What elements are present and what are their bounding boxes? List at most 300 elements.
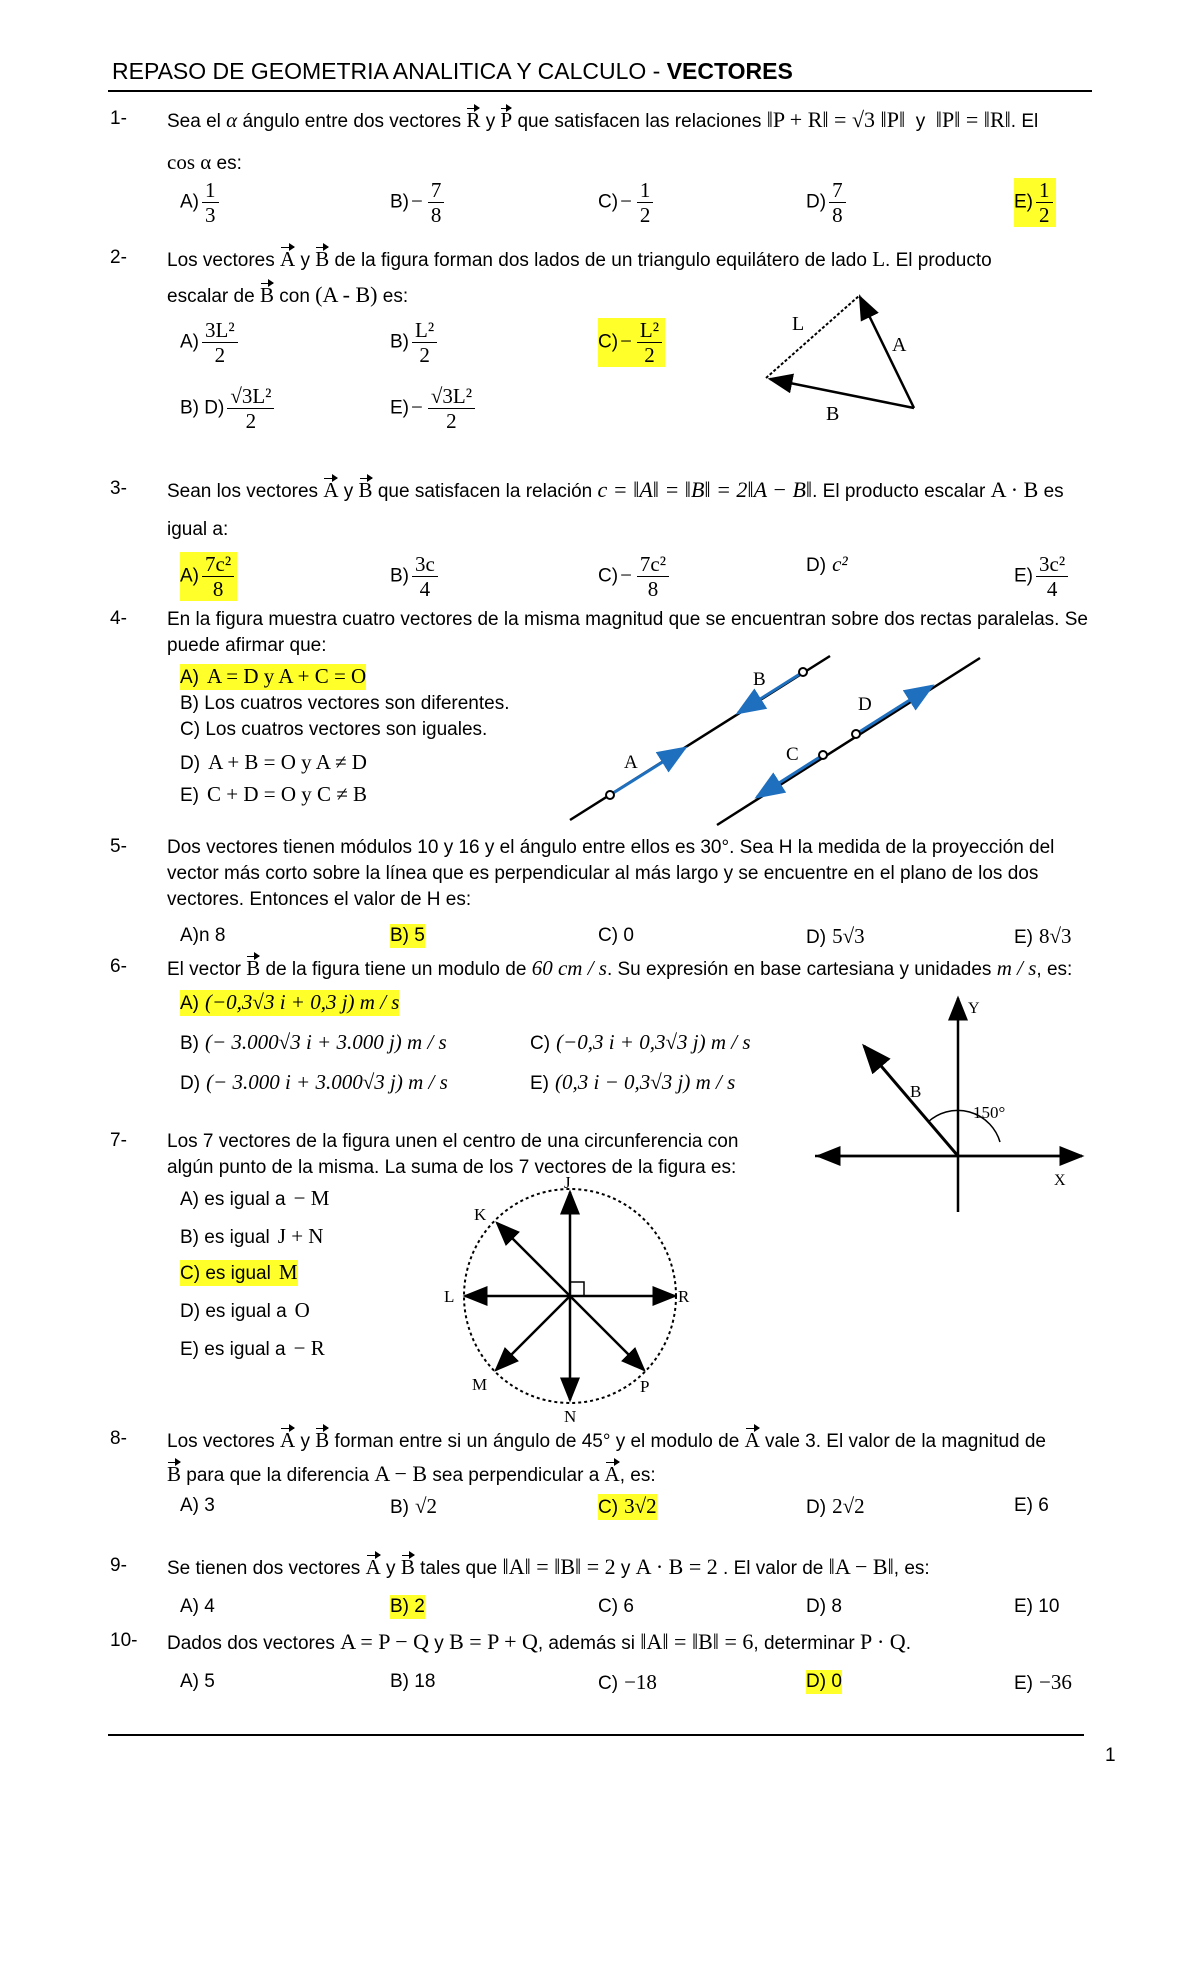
q2-option-denominator: 2 — [644, 343, 655, 367]
q4-point — [799, 668, 807, 676]
q8-vector-b: B — [315, 1428, 330, 1452]
q6-number: 6- — [110, 956, 127, 977]
q2-option-label: A) — [180, 331, 199, 353]
q7-fig-label-n: N — [564, 1407, 577, 1426]
q8-vector-b: B — [167, 1462, 182, 1486]
q2-expression: (A - B) — [315, 282, 378, 307]
q5-number: 5- — [110, 836, 127, 857]
q9-relation-3: ‖A − B‖ — [828, 1554, 894, 1579]
title-bold: VECTORES — [666, 58, 793, 84]
q7-fig-label-m: M — [472, 1375, 488, 1394]
q10-option[interactable] — [1014, 1670, 1072, 1696]
q2-text: . El producto — [885, 250, 992, 271]
q2-option[interactable] — [180, 318, 241, 367]
q7-right-angle — [570, 1282, 584, 1296]
q10-option-label: A) 5 — [180, 1671, 215, 1692]
q3-vector-a: A — [323, 478, 339, 502]
q4-option-expr: C + D = O y C ≠ B — [207, 782, 368, 806]
q9-option[interactable] — [598, 1595, 634, 1619]
q6-vector-b-arrow — [864, 1046, 958, 1156]
q8-text: para que la diferencia — [186, 1465, 370, 1486]
q4-option[interactable] — [180, 718, 487, 742]
q8-vector-a: A — [604, 1462, 620, 1486]
q1-line2 — [167, 150, 242, 176]
q1-option[interactable] — [180, 178, 222, 227]
q2-option-numerator: √3L² — [428, 384, 475, 409]
q1-option-fraction — [1036, 178, 1053, 227]
q2-option-fraction — [412, 318, 437, 367]
q3-option-label: B) — [390, 565, 409, 587]
title-plain: REPASO DE GEOMETRIA ANALITICA Y CALCULO - — [112, 58, 667, 84]
q7-option-expr: M — [278, 1260, 298, 1284]
q7-fig-label-l: L — [444, 1287, 455, 1306]
q2-option-sign: − — [411, 394, 423, 419]
footer-rule — [108, 1734, 1084, 1736]
q2-option-fraction — [227, 384, 274, 433]
q5-option-label: D) — [806, 927, 827, 948]
q4-option[interactable] — [180, 664, 366, 690]
q7-line1: Los 7 vectores de la figura unen el centro de una circunferencia con — [167, 1131, 739, 1152]
q3-line2: igual a: — [167, 519, 229, 540]
q9-relation-1: ‖A‖ = ‖B‖ = 2 — [502, 1554, 616, 1579]
q1-option-sign: − — [411, 188, 423, 213]
q8-number: 8- — [110, 1428, 127, 1449]
q1-option-denominator: 3 — [205, 203, 216, 227]
q9-vector-a: A — [365, 1555, 381, 1579]
q3-option-label: D) — [806, 555, 827, 576]
q1-relation-1: ‖P + R‖ = √3 ‖P‖ — [766, 107, 906, 132]
q4-point — [852, 730, 860, 738]
q1-option-numerator: 7 — [829, 178, 846, 203]
q10-relation-3: ‖A‖ = ‖B‖ = 6 — [640, 1629, 754, 1654]
q2-triangle-figure — [760, 285, 960, 435]
q8-option-label: B) — [390, 1497, 409, 1518]
q1-option[interactable] — [598, 178, 656, 227]
q3-number: 3- — [110, 478, 127, 499]
q8-option-expr: 2√2 — [832, 1494, 865, 1518]
q6-option-label: C) — [530, 1033, 551, 1054]
q7-fig-label-j: J — [564, 1173, 571, 1192]
page-title — [112, 58, 793, 85]
header-rule — [108, 90, 1092, 92]
q1-option-numerator: 1 — [1036, 178, 1053, 203]
q2-option-denominator: 2 — [245, 409, 257, 433]
q2-vector-b-arrow — [770, 379, 914, 408]
q5-line3: vectores. Entonces el valor de H es: — [167, 889, 472, 910]
q7-option-expr: − M — [293, 1186, 330, 1210]
q1-option[interactable] — [1014, 178, 1056, 227]
q4-option-expr: A = D y A + C = O — [207, 664, 367, 688]
q5-option[interactable] — [598, 924, 634, 948]
q3-option-fraction — [637, 552, 669, 601]
q9-option-label: E) 10 — [1014, 1596, 1060, 1617]
q1-alpha: α — [226, 108, 238, 132]
q1-relation-2: ‖P‖ = ‖R‖ — [935, 107, 1011, 132]
q6-option-expr: (− 3.000 i + 3.000√3 j) m / s — [206, 1070, 448, 1094]
q5-option-label: A)n 8 — [180, 925, 226, 946]
q8-text: , es: — [619, 1465, 656, 1486]
q6-option-label: B) — [180, 1033, 199, 1054]
q2-option[interactable] — [180, 384, 277, 433]
q1-option-label: A) — [180, 191, 199, 213]
q2-line1 — [167, 247, 992, 273]
q10-number: 10- — [110, 1630, 138, 1651]
q1-option-numerator: 7 — [428, 178, 445, 203]
q6-option-expr: (− 3.000√3 i + 3.000 j) m / s — [205, 1030, 447, 1054]
q5-line2: vector más corto sobre la línea que es perpendicular al más largo y se encuentre en el plano de los dos — [167, 863, 1039, 884]
q1-option[interactable] — [806, 178, 849, 227]
q7-option-expr: O — [294, 1298, 310, 1322]
q2-fig-label-l: L — [792, 313, 805, 335]
q3-option-label: C) — [598, 565, 619, 587]
q3-line1 — [167, 478, 1064, 504]
q6-option[interactable] — [530, 1070, 735, 1096]
q10-option-label: B) 18 — [390, 1671, 436, 1692]
q2-option-label: E) — [390, 397, 409, 419]
q7-option-label: B) es igual — [180, 1227, 270, 1248]
page-number: 1 — [1105, 1745, 1116, 1766]
q1-option-label: B) — [390, 191, 409, 213]
q7-option[interactable] — [180, 1260, 298, 1286]
q8-option[interactable] — [806, 1494, 865, 1520]
q7-option-label: C) es igual — [180, 1263, 271, 1284]
q1-option-sign: − — [620, 188, 632, 213]
q2-text: escalar de — [167, 286, 255, 307]
q2-text: de la figura forman dos lados de un triangulo equilátero de lado — [334, 250, 867, 271]
q7-number: 7- — [110, 1130, 127, 1151]
q4-point — [606, 791, 614, 799]
q8-option[interactable] — [180, 1494, 215, 1518]
q8-option[interactable] — [1014, 1494, 1049, 1518]
q2-fig-label-a: A — [892, 334, 907, 356]
q1-option-fraction — [202, 178, 219, 227]
q1-text: es: — [216, 153, 242, 174]
q3-option-denominator: 8 — [212, 577, 224, 601]
q1-cos: cos α — [167, 150, 212, 174]
q4-parallel-figure — [560, 650, 1000, 830]
q5-option[interactable] — [180, 924, 225, 948]
q9-vector-b: B — [400, 1555, 415, 1579]
q1-text: Sea el — [167, 111, 221, 132]
q10-option-expr: −36 — [1039, 1670, 1072, 1694]
q2-option[interactable] — [390, 384, 478, 433]
q7-option-label: E) es igual a — [180, 1339, 286, 1360]
q6-fig-label-y: Y — [968, 1000, 980, 1017]
q10-text: . — [905, 1633, 911, 1654]
q6-vector-b: B — [246, 956, 261, 980]
q2-side-l-line — [766, 295, 860, 378]
q9-text: y — [620, 1558, 631, 1579]
q3-option-label: A) — [180, 565, 199, 587]
q2-number: 2- — [110, 247, 127, 268]
q3-text: y — [343, 481, 354, 502]
q8-option[interactable] — [390, 1494, 437, 1520]
q3-relation: c = ‖A‖ = ‖B‖ = 2‖A − B‖ — [597, 477, 813, 502]
q8-text: forman entre si un ángulo de 45° y el modulo de — [334, 1431, 740, 1452]
q1-option-denominator: 8 — [430, 203, 442, 227]
q2-vector-b: B — [259, 283, 274, 307]
q2-option-label: B) D) — [180, 397, 225, 419]
q3-text: es — [1043, 481, 1064, 502]
q1-option-denominator: 8 — [832, 203, 843, 227]
q10-text: y — [434, 1633, 444, 1654]
q3-option-numerator: 7c² — [637, 552, 669, 577]
q4-point — [819, 751, 827, 759]
q6-option[interactable] — [180, 990, 399, 1016]
q8-line2 — [167, 1462, 656, 1488]
q1-option[interactable] — [390, 178, 447, 227]
q10-relation-2: B = P + Q — [449, 1629, 538, 1654]
q2-side-l: L — [872, 247, 886, 271]
q3-text: que satisfacen la relación — [377, 481, 593, 502]
q1-line1 — [167, 108, 1038, 134]
q2-option-sign: − — [620, 328, 632, 353]
q8-line1 — [167, 1428, 1046, 1454]
q4-fig-label-b: B — [753, 669, 766, 690]
q6-fig-label-x: X — [1054, 1172, 1066, 1189]
q10-option[interactable] — [598, 1670, 657, 1696]
q1-option-denominator: 2 — [639, 203, 651, 227]
q3-option-numerator: 7c² — [202, 552, 234, 577]
q4-option[interactable] — [180, 782, 367, 808]
q6-option-expr: (−0,3√3 i + 0,3 j) m / s — [205, 990, 400, 1014]
q5-option-label: C) 0 — [598, 925, 634, 946]
q7-vector-p — [570, 1296, 644, 1370]
q3-option[interactable] — [598, 552, 672, 601]
q5-option[interactable] — [1014, 924, 1072, 950]
q9-option-label: C) 6 — [598, 1596, 634, 1617]
q6-fig-label-b: B — [910, 1082, 922, 1101]
q3-option[interactable] — [390, 552, 441, 601]
q4-fig-label-c: C — [786, 744, 799, 765]
q9-text: y — [386, 1558, 396, 1579]
q3-text: . El producto escalar — [812, 481, 986, 502]
q3-option-fraction — [202, 552, 234, 601]
q5-option[interactable] — [806, 924, 865, 950]
q5-option-expr: 5√3 — [832, 924, 865, 948]
q5-option-label: E) — [1014, 927, 1033, 948]
q3-option-denominator: 8 — [647, 577, 659, 601]
q4-option-label: A) — [180, 667, 199, 688]
q6-text: de la figura tiene un modulo de — [265, 959, 527, 980]
q6-option-label: A) — [180, 993, 199, 1014]
q2-option-denominator: 2 — [446, 409, 457, 433]
q4-line2: puede afirmar que: — [167, 635, 327, 656]
q3-option[interactable] — [1014, 552, 1071, 601]
q6-option[interactable] — [530, 1030, 751, 1056]
q5-line1: Dos vectores tienen módulos 10 y 16 y el ángulo entre ellos es 30°. Sea H la medida de la proyección del — [167, 837, 1055, 858]
q6-option[interactable] — [180, 1030, 447, 1056]
q4-vector-b-arrow — [738, 672, 803, 713]
q2-option-numerator: L² — [412, 318, 437, 343]
q1-text: ángulo entre dos vectores — [242, 111, 462, 132]
q10-text: Dados dos vectores — [167, 1633, 335, 1654]
q3-option-fraction — [1036, 552, 1068, 601]
q2-line2 — [167, 283, 408, 309]
q7-option[interactable] — [180, 1224, 323, 1250]
q10-text: , además si — [537, 1633, 636, 1654]
q10-option[interactable] — [180, 1670, 215, 1694]
q3-option[interactable] — [806, 552, 848, 578]
q7-option[interactable] — [180, 1186, 329, 1212]
q6-modulus: 60 cm / s — [531, 956, 607, 980]
q8-vector-a: A — [280, 1428, 296, 1452]
q8-option-expr: 3√2 — [624, 1494, 657, 1518]
q1-vector-r: R — [466, 108, 481, 132]
q4-fig-label-a: A — [624, 752, 638, 773]
q5-option-expr: 8√3 — [1039, 924, 1072, 948]
q8-option-label: E) 6 — [1014, 1495, 1049, 1516]
q8-text: y — [300, 1431, 310, 1452]
q3-option-sign: − — [620, 562, 632, 587]
q2-option-fraction — [428, 384, 475, 433]
q6-axes-figure — [810, 990, 1090, 1210]
q6-fig-angle-label: 150° — [973, 1103, 1006, 1122]
q1-text: y — [485, 111, 496, 132]
q2-option-denominator: 2 — [419, 343, 430, 367]
q1-option-fraction — [829, 178, 846, 227]
q8-option-label: A) 3 — [180, 1495, 215, 1516]
q1-option-fraction — [637, 178, 654, 227]
q10-option-label: D) 0 — [806, 1671, 842, 1692]
q10-option[interactable] — [806, 1670, 842, 1694]
q4-option[interactable] — [180, 692, 510, 716]
q7-line2: algún punto de la misma. La suma de los 7 vectores de la figura es: — [167, 1157, 737, 1178]
q9-option[interactable] — [1014, 1595, 1059, 1619]
q1-option-label: C) — [598, 191, 619, 213]
q2-vector-b: B — [315, 247, 330, 271]
q1-text: y — [915, 111, 926, 132]
q6-units: m / s — [996, 956, 1037, 980]
q2-option-numerator: √3L² — [227, 384, 274, 409]
q8-text: sea perpendicular a — [432, 1465, 600, 1486]
q4-fig-label-d: D — [858, 694, 872, 715]
q10-text: , determinar — [753, 1633, 855, 1654]
q9-text: . El valor de — [723, 1558, 824, 1579]
q3-option-denominator: 4 — [419, 577, 431, 601]
q4-line1: En la figura muestra cuatro vectores de la misma magnitud que se encuentran sobre dos rectas paralelas. Se — [167, 609, 1088, 630]
q4-option-label: C) Los cuatros vectores son iguales. — [180, 719, 488, 740]
q9-line1 — [167, 1555, 930, 1581]
q9-text: , es: — [893, 1558, 930, 1579]
q2-text: Los vectores — [167, 250, 275, 271]
q3-text: Sean los vectores — [167, 481, 319, 502]
q2-option[interactable] — [390, 318, 440, 367]
q2-option-fraction — [202, 318, 238, 367]
q6-text: . Su expresión en base cartesiana y unidades — [606, 959, 992, 980]
q8-option[interactable] — [598, 1494, 657, 1520]
q3-option-value: c² — [832, 552, 848, 576]
q1-text: . El — [1010, 111, 1039, 132]
q6-option-expr: (−0,3 i + 0,3√3 j) m / s — [556, 1030, 751, 1054]
q3-option-fraction — [412, 552, 438, 601]
q9-number: 9- — [110, 1555, 127, 1576]
q10-option-expr: −18 — [624, 1670, 657, 1694]
q5-option[interactable] — [390, 924, 425, 948]
q6-text: , es: — [1036, 959, 1073, 980]
q10-option[interactable] — [390, 1670, 435, 1694]
q3-vector-b: B — [358, 478, 373, 502]
q2-option[interactable] — [598, 318, 665, 367]
q6-option-label: E) — [530, 1073, 549, 1094]
q6-line1 — [167, 956, 1072, 982]
q1-number: 1- — [110, 108, 127, 129]
q2-option-denominator: 2 — [214, 343, 226, 367]
q4-vector-a-arrow — [610, 748, 685, 795]
q7-fig-label-r: R — [678, 1287, 690, 1306]
q7-fig-label-k: K — [474, 1205, 487, 1224]
q2-vector-a: A — [280, 247, 296, 271]
q4-number: 4- — [110, 608, 127, 629]
q5-option-label: B) 5 — [390, 925, 425, 946]
q7-option[interactable] — [180, 1298, 310, 1324]
q2-text: y — [300, 250, 310, 271]
q6-option[interactable] — [180, 1070, 448, 1096]
q7-option[interactable] — [180, 1336, 325, 1362]
q3-option-numerator: 3c² — [1036, 552, 1068, 577]
q4-option-label: E) — [180, 785, 199, 806]
q2-option-label: B) — [390, 331, 409, 353]
q9-relation-2: A · B = 2 — [635, 1554, 718, 1579]
q8-option-label: D) — [806, 1497, 827, 1518]
q10-option-label: E) — [1014, 1673, 1033, 1694]
q4-option-expr: A + B = O y A ≠ D — [208, 750, 367, 774]
q7-option-expr: − R — [293, 1336, 325, 1360]
q1-option-fraction — [428, 178, 445, 227]
q4-option-label: D) — [180, 753, 201, 774]
q1-option-numerator: 1 — [637, 178, 654, 203]
q2-text: es: — [382, 286, 409, 307]
q7-fig-label-p: P — [640, 1377, 650, 1396]
q2-option-fraction — [637, 318, 662, 367]
q7-circle-figure — [428, 1170, 688, 1426]
q2-fig-label-b: B — [826, 403, 840, 425]
q1-option-denominator: 2 — [1039, 203, 1050, 227]
q3-option-label: E) — [1014, 565, 1033, 587]
q9-option[interactable] — [390, 1595, 425, 1619]
q7-option-expr: J + N — [277, 1224, 324, 1248]
q8-option-label: C) — [598, 1497, 619, 1518]
q9-option[interactable] — [806, 1595, 842, 1619]
q9-option[interactable] — [180, 1595, 215, 1619]
q8-text: vale 3. El valor de la magnitud de — [765, 1431, 1046, 1452]
q6-text: El vector — [167, 959, 241, 980]
q4-option[interactable] — [180, 750, 367, 776]
q1-option-numerator: 1 — [202, 178, 219, 203]
q2-text: con — [279, 286, 310, 307]
q2-option-numerator: 3L² — [202, 318, 238, 343]
q7-vector-k — [497, 1223, 570, 1296]
q7-vector-m — [496, 1296, 570, 1370]
q8-difference: A − B — [374, 1461, 428, 1486]
q10-line1 — [167, 1630, 911, 1656]
q6-option-expr: (0,3 i − 0,3√3 j) m / s — [555, 1070, 736, 1094]
q2-option-label: C) — [598, 331, 619, 353]
q1-option-label: E) — [1014, 191, 1033, 213]
q4-option-label: B) Los cuatros vectores son diferentes. — [180, 693, 510, 714]
q8-vector-a: A — [744, 1428, 760, 1452]
q9-text: Se tienen dos vectores — [167, 1558, 361, 1579]
q9-option-label: D) 8 — [806, 1596, 842, 1617]
q3-option[interactable] — [180, 552, 237, 601]
q10-relation-1: A = P − Q — [340, 1629, 429, 1654]
q6-option-label: D) — [180, 1073, 201, 1094]
q2-option-numerator: L² — [637, 318, 662, 343]
q10-option-label: C) — [598, 1673, 619, 1694]
q1-text: que satisfacen las relaciones — [517, 111, 762, 132]
q7-option-label: D) es igual a — [180, 1301, 287, 1322]
q9-option-label: B) 2 — [390, 1596, 425, 1617]
